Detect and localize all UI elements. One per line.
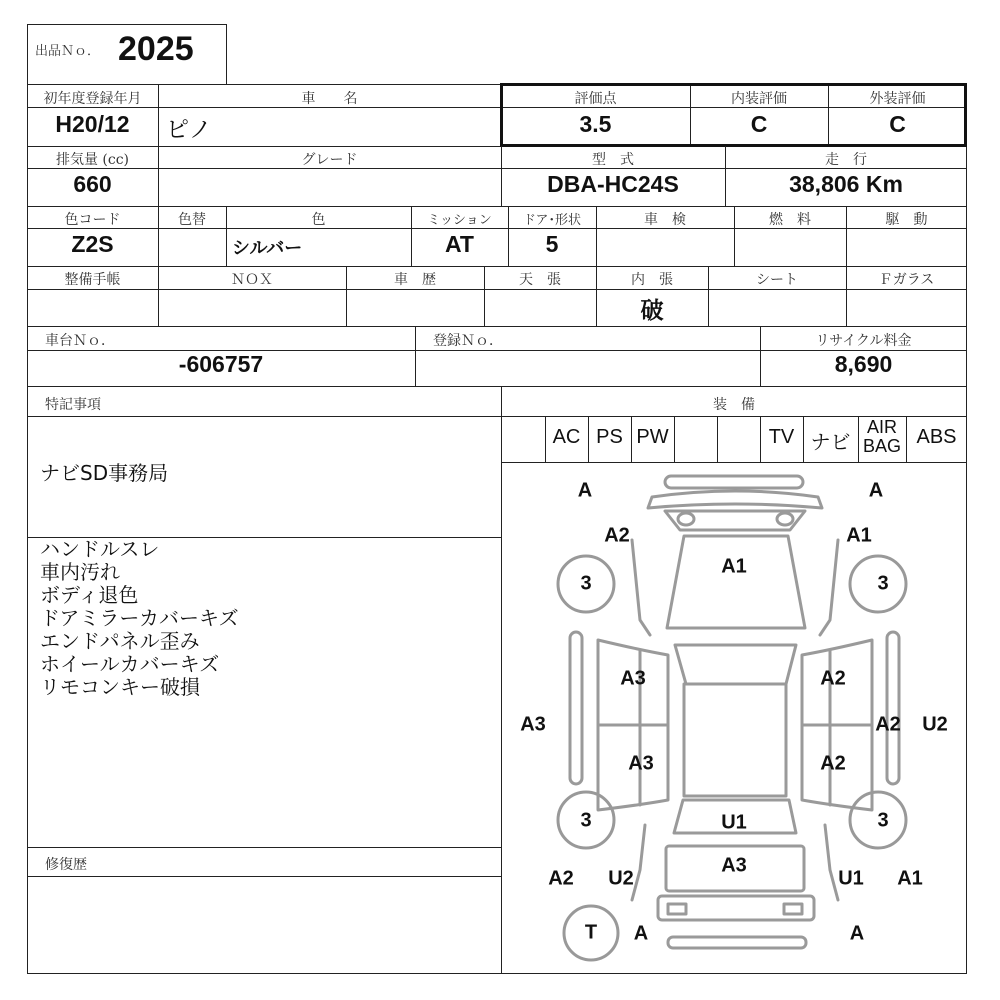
- interior-grade-label: 内装評価: [731, 91, 787, 107]
- lot-number: 2025: [118, 30, 194, 68]
- note-item: ボディ退色: [40, 583, 139, 607]
- damage-mark: U1: [721, 811, 747, 834]
- damage-mark: A3: [721, 854, 747, 877]
- car-name-value: ピノ: [166, 117, 212, 143]
- model-label: 型 式: [592, 152, 634, 168]
- damage-mark: 3: [580, 809, 592, 832]
- color-value: シルバー: [232, 238, 303, 259]
- drive-label: 駆 動: [885, 212, 928, 228]
- color-label: 色: [311, 212, 326, 228]
- damage-mark: A: [849, 922, 865, 945]
- fuel-label: 燃 料: [769, 212, 811, 228]
- equipment-airbag: AIR BAG: [862, 417, 901, 456]
- notes-label: 特記事項: [45, 397, 101, 413]
- damage-mark: A: [577, 479, 593, 502]
- mileage-value: 38,806 Km: [789, 171, 903, 197]
- exterior-grade-label: 外装評価: [869, 91, 926, 107]
- nox-label: ＮＯＸ: [231, 272, 273, 288]
- damage-mark: A: [868, 479, 884, 502]
- damage-mark: A2: [875, 713, 901, 736]
- notes-list: [40, 538, 239, 699]
- damage-mark: T: [584, 921, 598, 944]
- damage-mark: A1: [846, 524, 872, 547]
- equipment-abs: ABS: [916, 426, 957, 448]
- damage-mark: U2: [922, 713, 948, 736]
- damage-mark: U2: [608, 867, 634, 890]
- displacement-value: 660: [73, 171, 112, 197]
- inspection-label: 車 検: [644, 212, 686, 228]
- note-item: リモコンキー破損: [40, 675, 200, 699]
- score-value: 3.5: [579, 111, 612, 137]
- equipment-ac: AC: [552, 426, 581, 448]
- interior-lining-label: 内 張: [631, 272, 673, 288]
- damage-mark: A1: [897, 867, 923, 890]
- exterior-grade-value: C: [889, 111, 906, 137]
- note-item: ハンドルスレ: [40, 537, 160, 561]
- recycle-label: リサイクル料金: [815, 333, 912, 349]
- damage-mark: 3: [877, 809, 889, 832]
- chassis-value: -606757: [178, 351, 264, 377]
- equipment-pw: PW: [636, 426, 669, 448]
- damage-mark: 3: [877, 572, 889, 595]
- damage-mark: A3: [620, 667, 646, 690]
- displacement-label: 排気量 (cc): [55, 152, 130, 168]
- equipment-navi: ナビ: [810, 430, 851, 454]
- car-name-label: 車 名: [301, 91, 358, 107]
- damage-mark: A2: [604, 524, 630, 547]
- repair-label: 修復歴: [45, 857, 87, 873]
- damage-mark: A3: [520, 713, 546, 736]
- score-label: 評価点: [574, 91, 617, 107]
- history-label: 車 歴: [394, 272, 436, 288]
- note-item: ドアミラーカバーキズ: [40, 606, 239, 630]
- damage-mark: A2: [820, 752, 846, 775]
- equipment-label: 装 備: [713, 397, 755, 413]
- doors-value: 5: [545, 231, 559, 257]
- damage-mark: A3: [628, 752, 654, 775]
- interior-grade-value: C: [750, 111, 768, 137]
- roof-label: 天 張: [519, 272, 561, 288]
- damage-mark: A1: [721, 555, 747, 578]
- damage-mark: A2: [548, 867, 574, 890]
- grade-label: グレード: [301, 152, 358, 168]
- note-item: エンドパネル歪み: [40, 629, 200, 653]
- color-change-label: 色替: [178, 212, 206, 228]
- equipment-tv: TV: [768, 426, 795, 448]
- mileage-label: 走 行: [825, 152, 867, 168]
- note-item: ホイールカバーキズ: [40, 652, 220, 676]
- doors-label: ドア･形状: [522, 213, 582, 228]
- equipment-ps: PS: [596, 426, 623, 448]
- damage-mark: 3: [580, 572, 592, 595]
- notes-line-1: ナビSD事務局: [40, 461, 169, 485]
- model-value: DBA-HC24S: [547, 171, 679, 197]
- lot-label: 出品Ｎｏ．: [35, 44, 101, 59]
- transmission-label: ミッション: [427, 213, 492, 228]
- first-reg-label: 初年度登録年月: [43, 91, 142, 107]
- transmission-value: AT: [445, 231, 474, 257]
- interior-lining-value: 破: [640, 298, 664, 324]
- f-glass-label: Ｆガラス: [878, 272, 935, 288]
- color-code-value: Z2S: [71, 231, 114, 257]
- chassis-label: 車台Ｎｏ．: [45, 333, 115, 349]
- registration-label: 登録Ｎｏ．: [433, 333, 503, 349]
- note-item: 車内汚れ: [40, 560, 120, 584]
- color-code-label: 色コード: [64, 212, 121, 228]
- damage-mark: U1: [838, 867, 864, 890]
- damage-mark: A: [633, 922, 649, 945]
- first-reg-value: H20/12: [55, 111, 130, 137]
- maintenance-label: 整備手帳: [64, 272, 121, 288]
- seat-label: シート: [756, 272, 798, 288]
- recycle-value: 8,690: [834, 351, 893, 377]
- damage-mark: A2: [820, 667, 846, 690]
